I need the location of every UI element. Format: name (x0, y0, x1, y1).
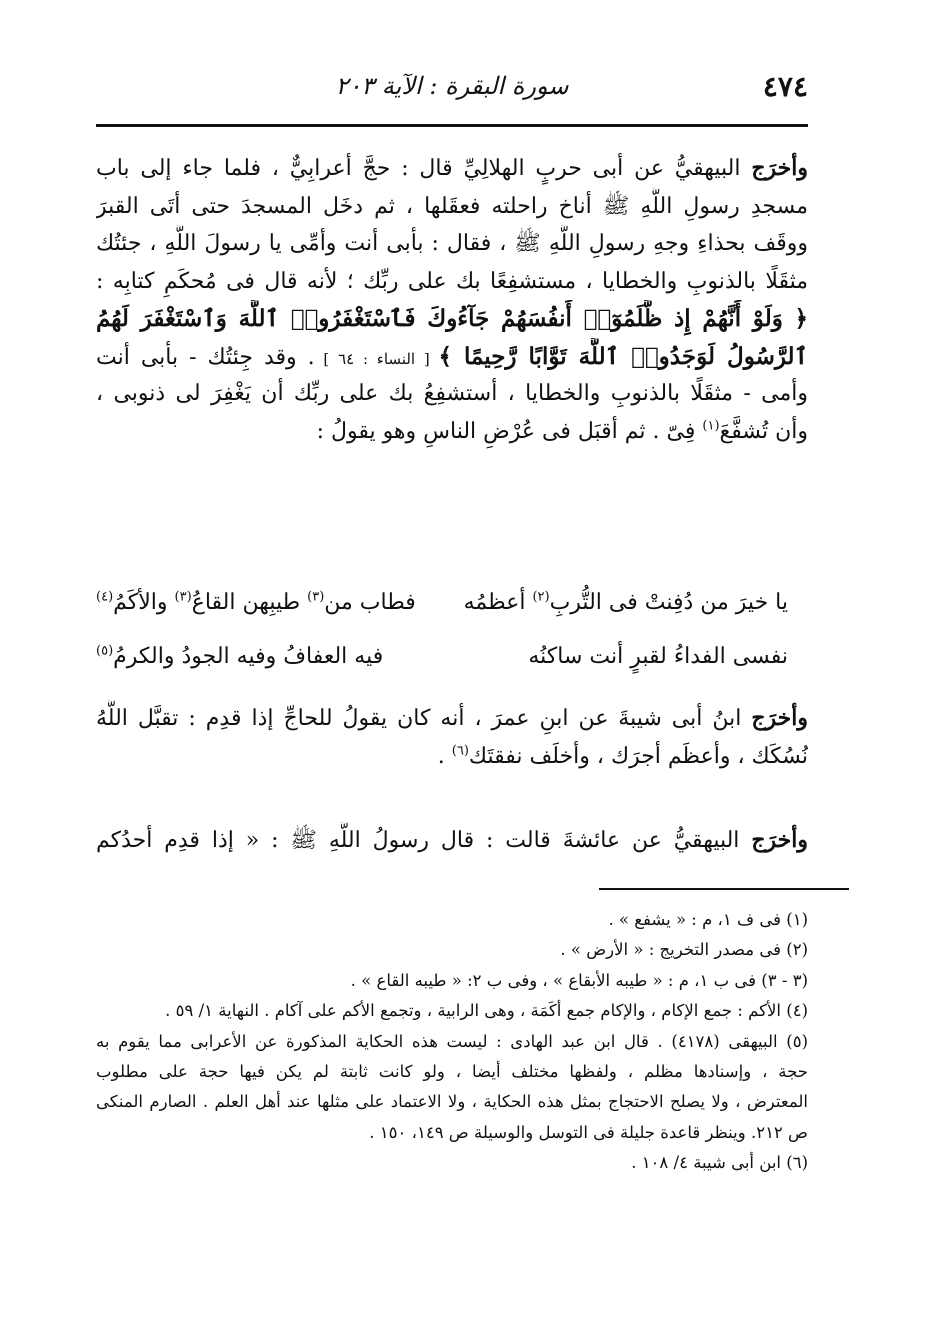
text-segment: البيهقيُّ عن عائشةَ قالت : قال رسولُ اللَّهِ ﷺ : « إذا قدِم أحدُكم (96, 828, 752, 853)
footnote-marker: (٦) (451, 743, 469, 759)
paragraph-lead: وأخرَج (751, 155, 808, 181)
footnote-marker: (٥) (96, 643, 114, 659)
verse-first-hemistich (464, 590, 788, 615)
footnote: (٢) فى مصدر التخريج : « الأرض » . (560, 940, 808, 960)
paragraph-lead: وأخرَج (751, 705, 808, 731)
footnote-marker: (٣) (174, 589, 192, 605)
text-line (96, 413, 808, 451)
text-segment: فطاب من (324, 590, 416, 615)
header-rule (96, 124, 808, 127)
paragraph-2 (96, 700, 808, 775)
footnote-continuation: ص ٢١٢. وينظر قاعدة جليلة فى التوسل والوسيلة ص ١٤٩، ١٥٠ . (369, 1122, 808, 1142)
quran-verse-segment: ٱلرَّسُولُ لَوَجَدُوا۟ ٱللَّهَ تَوَّابًا رَّحِيمًا ﴾ (438, 342, 808, 370)
text-segment: ابنُ أبى شيبةَ عن ابنِ عمرَ ، أنه كان يقولُ للحاجِّ إذا قدِم : تقبَّل اللَّهُ (96, 706, 752, 731)
text-segment: أعظمُه (463, 590, 533, 615)
footnote-continuation: حجة ، وإسنادها مظلم ، ولفظها مختلف أيضا ، ولو كانت ثابتة لم يكن فيها حجة على مطلوب (96, 1061, 808, 1081)
poetry-verse (96, 636, 808, 690)
running-title: سورة البقرة : الآية ٢٠٣ (335, 72, 569, 100)
footnote-marker: (١) (702, 418, 720, 434)
text-line (96, 822, 808, 860)
verse-second-hemistich (96, 590, 416, 615)
text-segment: فيه العفافُ وفيه الجودُ والكرمُ (113, 644, 384, 669)
text-segment: البيهقيُّ عن أبى حربٍ الهلالِيِّ قال : حجَّ أعرابِيٌّ ، فلما جاء إلى باب (96, 156, 752, 181)
verse-reference: [ النساء : ٦٤ ] (314, 349, 439, 368)
text-line: مثقَلًا بالذنوبِ والخطايا ، مستشفِعًا بك على ربِّك ؛ لأنه قال فى مُحكَمِ كتابِه : (96, 268, 808, 294)
page-header (96, 62, 808, 112)
page-number: ٤٧٤ (762, 70, 808, 103)
text-segment: . وقد جِئتُك - بأبى أنت (96, 344, 315, 370)
footnote-marker: (٢) (532, 589, 550, 605)
text-segment: فِىّ . ثم أقبَل فى عُرْضِ الناسِ وهو يقولُ : (316, 418, 703, 444)
footnote: (٣ - ٣) فى ب ١، م : « طيبه الأبقاع » ، وفى ب ٢: « طيبه القاع » . (350, 970, 808, 990)
footnote-separator (599, 888, 849, 890)
text-line (96, 700, 808, 738)
footnote-marker: (٣) (307, 589, 325, 605)
text-line (96, 738, 808, 776)
paragraph-3 (96, 822, 808, 860)
paragraph-1 (96, 150, 808, 450)
poetry-block (96, 582, 808, 690)
text-line: وأمى - مثقَلًا بالذنوبِ والخطايا ، أستشفِعُ بك على ربِّك أن يَغْفِرَ لى ذنوبى ، (96, 381, 808, 406)
text-segment: نُسُكَك ، وأعظَم أجرَك ، وأخلَف نفقتَك (468, 743, 808, 769)
text-line (96, 150, 808, 188)
poetry-verse (96, 582, 808, 636)
footnote: (٦) ابن أبى شيبة ٤/ ١٠٨ . (631, 1153, 808, 1173)
footnotes (96, 905, 808, 1179)
text-segment: وأن تُشفَّعَ (719, 418, 808, 444)
quran-verse-line: ﴿ وَلَوْ أَنَّهُمْ إِذ ظَّلَمُوٓا۟ أَنفُسَهُمْ جَآءُوكَ فَٱسْتَغْفَرُوا۟ ٱللَّهَ وَٱسْتَغْفَرَ لَهُمُ (96, 305, 808, 332)
text-segment: والأكَمُ (113, 590, 175, 615)
text-segment: طيبِهن القاعُ (191, 590, 308, 615)
footnote-continuation: المعترض ، ولا يصلح الاحتجاج بمثل هذه الحكاية ، ولا الاعتماد على مثلها عند أهل العلم . الصارم المنكى (96, 1092, 808, 1112)
paragraph-lead: وأخرَج (751, 827, 808, 853)
footnote: (٤) الأكم : جمع الإكام ، والإكام جمع أكَمَة ، وهى الرابية ، وتجمع الأكم على آكام . النهاية ١/ ٥٩ . (165, 1001, 808, 1021)
footnote: (٥) البيهقى (٤١٧٨) . قال ابن عبد الهادى : ليست هذه الحكاية المذكورة عن الأعرابى مما يقوم به (96, 1031, 808, 1051)
verse-second-hemistich (96, 644, 383, 669)
text-line (96, 338, 808, 376)
text-segment: . (437, 743, 452, 769)
text-line: ووقَف بحذاءِ وجهِ رسولِ اللَّهِ ﷺ ، فقال : بأبى أنت وأمِّى يا رسولَ اللَّهِ ، جئتُك (96, 231, 808, 256)
text-line: مسجدِ رسولِ اللَّهِ ﷺ أناخ راحلته فعقَلها ، ثم دخَل المسجدَ حتى أتَى القبرَ (96, 193, 808, 219)
footnote: (١) فى ف ١، م : « يشفع » . (608, 910, 808, 929)
text-segment: يا خيرَ من دُفِنتْ فى التُّربِ (549, 590, 788, 615)
footnote-marker: (٤) (96, 589, 114, 605)
verse-first-hemistich: نفسى الفداءُ لقبرٍ أنت ساكنُه (528, 644, 788, 669)
